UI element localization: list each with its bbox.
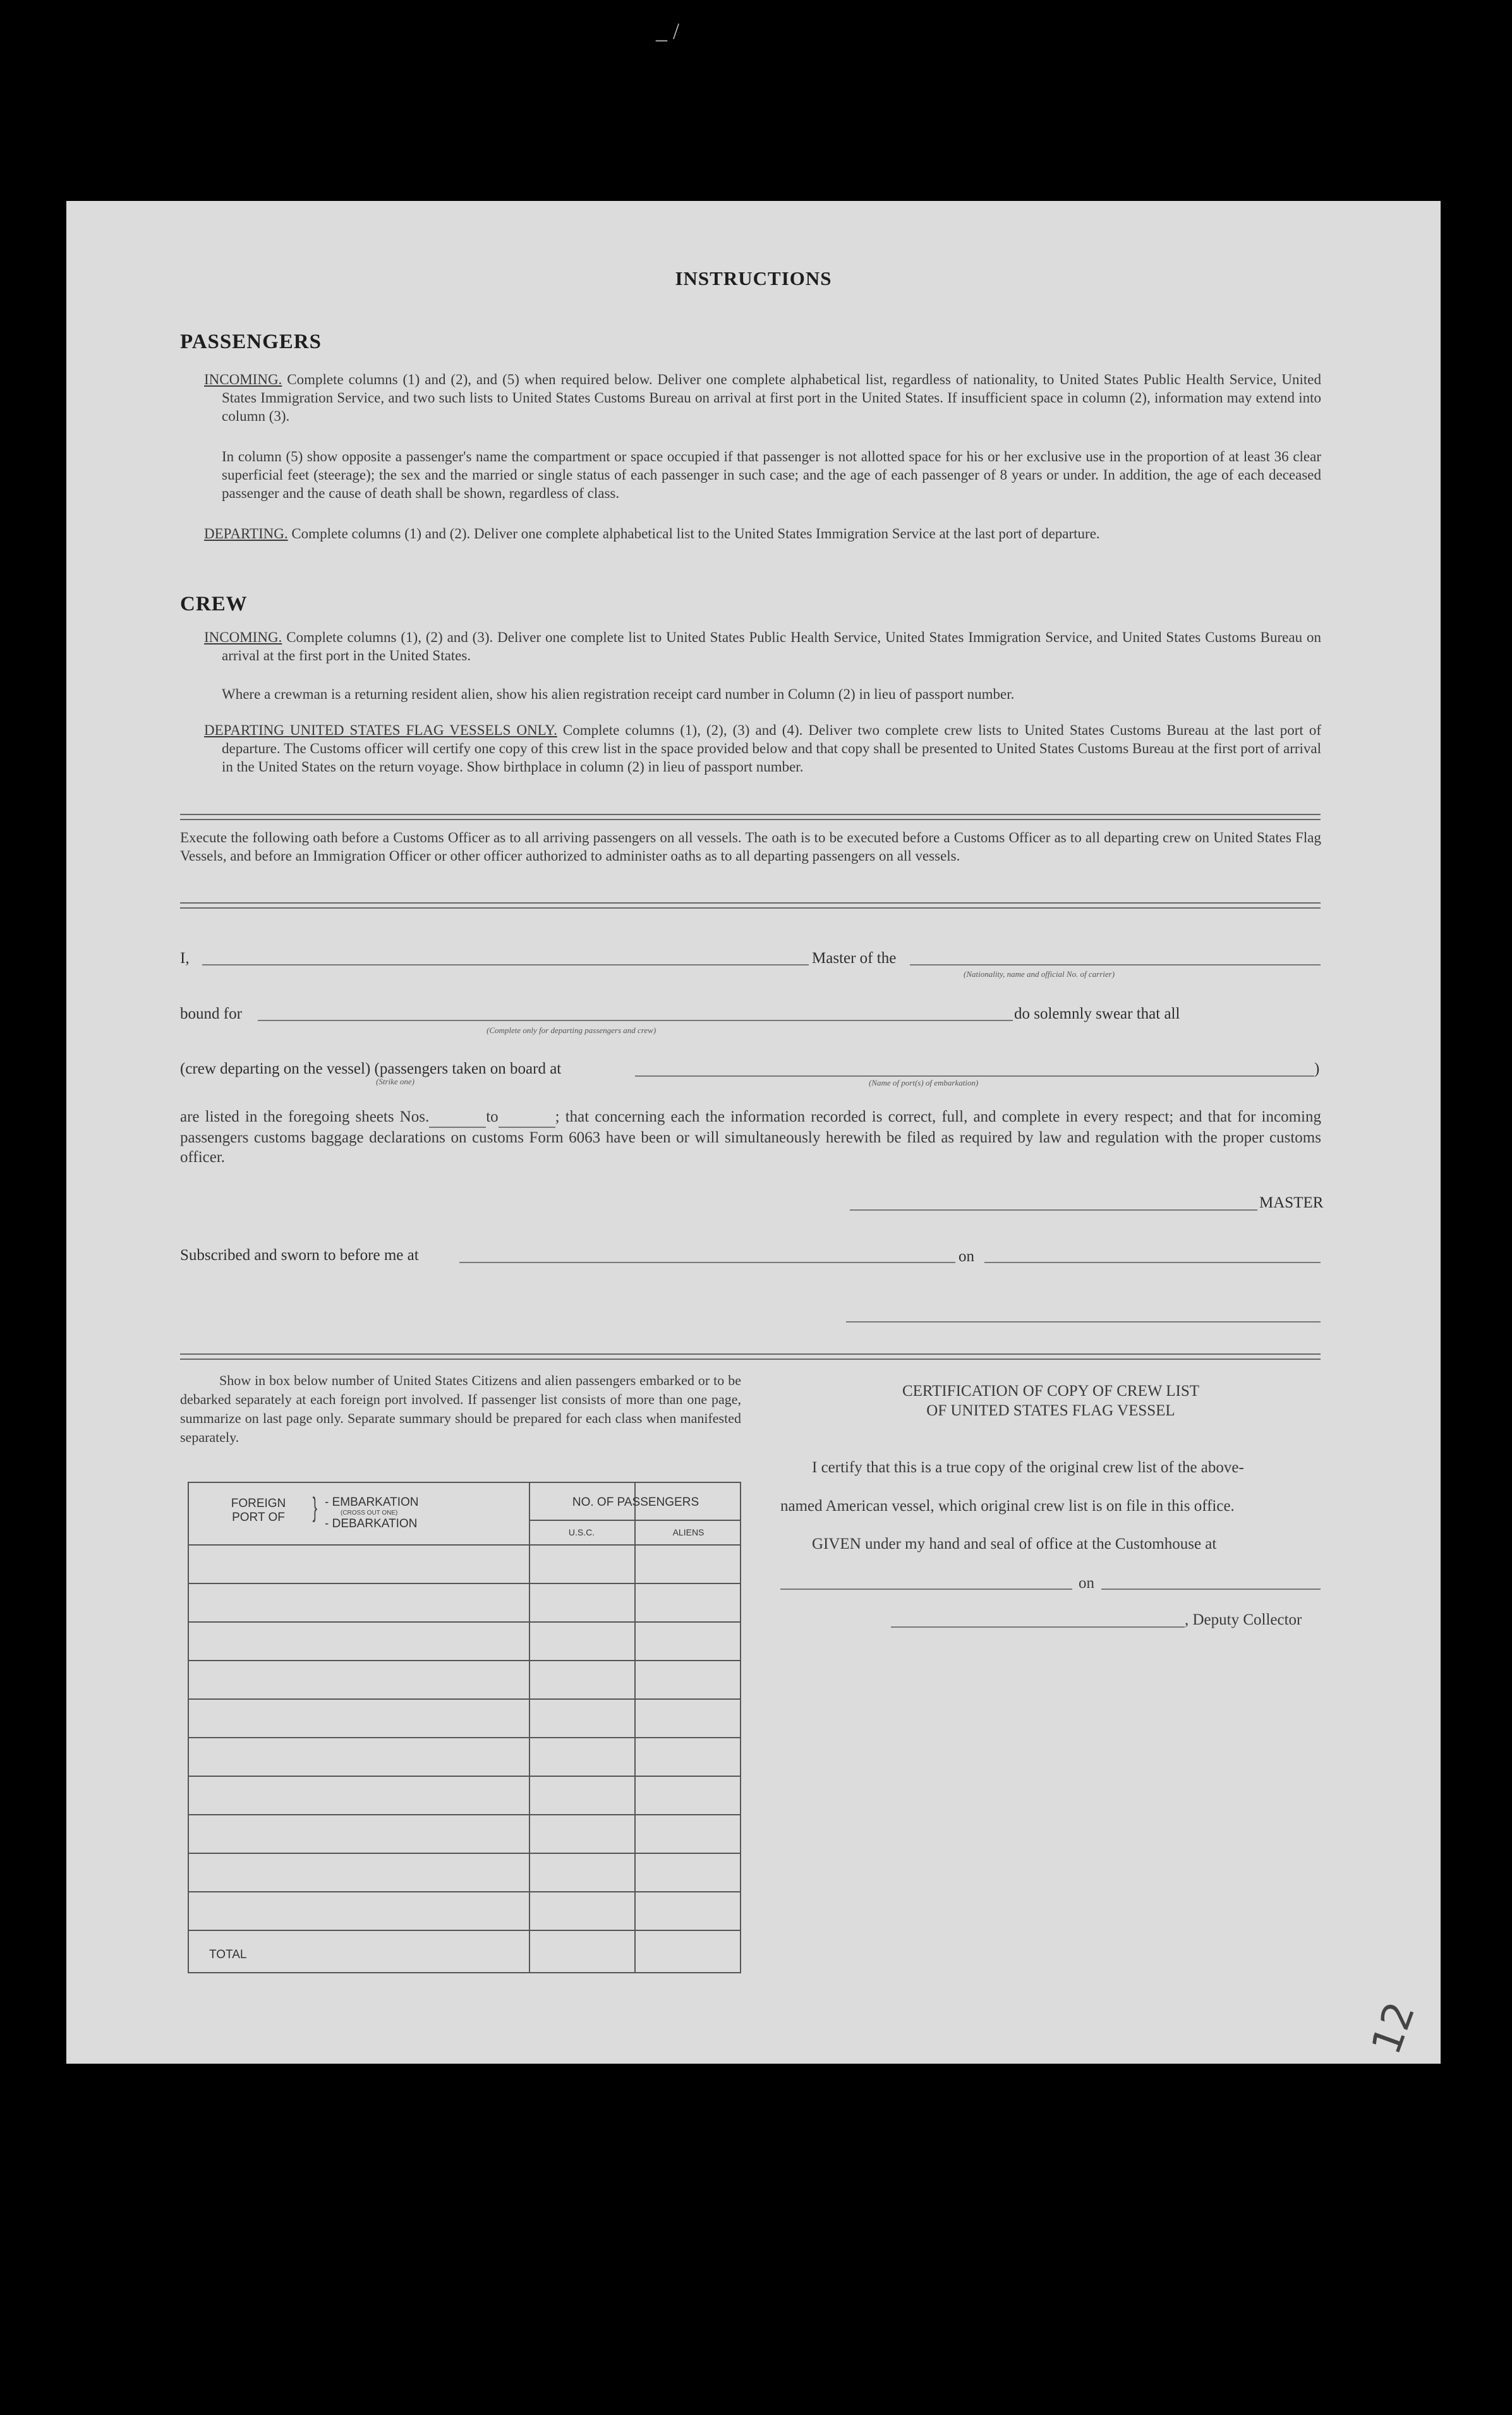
certification-line3: GIVEN under my hand and seal of office at the Customhouse at (812, 1535, 1217, 1552)
table-row (189, 1660, 740, 1661)
sheet-from-field[interactable] (429, 1107, 486, 1128)
listed-a: are listed in the foregoing sheets Nos. (180, 1108, 430, 1125)
page-number-mark: 12 (1363, 1996, 1425, 2061)
aliens-header: ALIENS (672, 1527, 705, 1537)
officer-signature-field[interactable] (846, 1321, 1321, 1322)
master-signature-field[interactable] (850, 1209, 1257, 1211)
oath-master-of: Master of the (812, 950, 897, 967)
subscribed-on: on (959, 1248, 974, 1265)
listed-to: to (486, 1108, 499, 1125)
customhouse-field[interactable] (780, 1589, 1072, 1590)
table-row (189, 1621, 740, 1623)
table-row (189, 1930, 740, 1931)
complete-note: (Complete only for departing passengers and crew) (487, 1026, 656, 1035)
brace-icon: } (312, 1492, 318, 1523)
crew-incoming-label: INCOMING. (204, 629, 282, 645)
foreign-port-header: FOREIGN PORT OF (231, 1497, 286, 1524)
usc-header: U.S.C. (568, 1527, 595, 1537)
carrier-note: (Nationality, name and official No. of carrier) (964, 969, 1115, 979)
cross-out-note: (CROSS OUT ONE) (341, 1510, 398, 1516)
crew-incoming-text: Complete columns (1), (2) and (3). Deliver one complete list to United States Public Health Service, United States Immigration Service, and United States Customs Bureau on arrival at the first port in the United States. (222, 629, 1321, 663)
certification-title (780, 1381, 1321, 1420)
passengers-departing-text: Complete columns (1) and (2). Deliver one complete alphabetical list to the United States Immigration Service at the last port of departure. (291, 526, 1100, 542)
subscribed-label: Subscribed and sworn to before me at (180, 1247, 419, 1264)
table-row (189, 1544, 740, 1546)
table-row (189, 1891, 740, 1892)
crew-departing (204, 721, 1321, 776)
carrier-field[interactable] (910, 964, 1321, 965)
passengers-departing-label: DEPARTING. (204, 526, 288, 542)
crew-incoming (204, 628, 1321, 665)
table-col-divider (529, 1483, 530, 1972)
divider (180, 814, 1321, 820)
passengers-incoming (204, 370, 1321, 425)
oath-listed (180, 1107, 1321, 1167)
certification-line2: named American vessel, which original crew list is on file in this office. (780, 1498, 1235, 1515)
divider (180, 1353, 1321, 1360)
oath-instruction: Execute the following oath before a Customs Officer as to all arriving passengers on all vessels. The oath is to be executed before a Customs Officer as to all departing crew on United States Flag Vessels, and before an Immigration Officer or other officer authorized to administer oaths as to all departing passengers on all vessels. (180, 830, 1321, 864)
certification-title-line2: OF UNITED STATES FLAG VESSEL (926, 1402, 1175, 1419)
divider (180, 902, 1321, 909)
crew-heading: CREW (180, 593, 248, 615)
passengers-heading: PASSENGERS (180, 330, 322, 353)
table-subheader-line (529, 1520, 740, 1521)
summary-instruction: Show in box below number of United States Citizens and alien passengers embarked or to be debarked separately at each foreign port involved. If passenger list consists of more than one page, summarize on last page only. Separate summary should be prepared for each class when manifested separately. (180, 1372, 741, 1445)
deputy-collector-label: , Deputy Collector (1185, 1611, 1302, 1628)
table-row (189, 1814, 740, 1815)
passengers-departing (204, 524, 1321, 543)
oath-close-paren: ) (1314, 1060, 1320, 1077)
table-col-divider (634, 1483, 636, 1972)
certification-line1: I certify that this is a true copy of the original crew list of the above- (812, 1459, 1244, 1476)
sheet-to-field[interactable] (499, 1107, 555, 1128)
total-label: TOTAL (209, 1948, 247, 1961)
ports-note: (Name of port(s) of embarkation) (869, 1078, 979, 1087)
certification-on: on (1079, 1575, 1094, 1592)
table-row (189, 1776, 740, 1777)
passengers-column5: In column (5) show opposite a passenger's name the compartment or space occupied if that passenger is not allotted space for his or her exclusive use in the proportion of at least 36 clear superficial feet (steerage); the sex and the married or single status of each passenger in such case; and the age of each passenger of 8 years or under. In addition, the age of each deceased passenger and the cause of death shall be shown, regardless of class. (222, 449, 1321, 501)
oath-swear: do solemnly swear that all (1014, 1005, 1180, 1022)
certification-date-field[interactable] (1101, 1589, 1321, 1590)
table-row (189, 1583, 740, 1584)
certification-title-line1: CERTIFICATION OF COPY OF CREW LIST (902, 1383, 1200, 1400)
table-row (189, 1698, 740, 1700)
page-title: INSTRUCTIONS (675, 267, 832, 289)
oath-bound-for: bound for (180, 1005, 242, 1022)
table-row (189, 1737, 740, 1738)
table-row (189, 1853, 740, 1854)
sworn-date-field[interactable] (984, 1262, 1321, 1263)
passengers-incoming-label: INCOMING. (204, 372, 282, 387)
bound-for-field[interactable] (258, 1020, 1013, 1021)
strike-note: (Strike one) (376, 1077, 415, 1086)
listed-b: ; that concerning each the information recorded is correct, full, and complete in every respect; and that for incoming passengers customs baggage declarations on customs Form 6063 have been or will simultaneously herewith be filed as required by law and regulation with the proper customs officer. (180, 1108, 1321, 1166)
sworn-place-field[interactable] (459, 1262, 955, 1263)
oath-i-label: I, (180, 950, 190, 967)
master-signature-label: MASTER (1259, 1194, 1324, 1211)
oath-crew-choice: (crew departing on the vessel) (passengers taken on board at (180, 1060, 562, 1077)
crew-departing-text: Complete columns (1), (2), (3) and (4). Deliver two complete crew lists to United States Customs Bureau at the last port of departure. The Customs officer will certify one copy of this crew list in the space provided below and that copy shall be presented to United States Customs Bureau at the first port of arrival in the United States on the return voyage. Show birthplace in column (2) in lieu of passport number. (222, 722, 1321, 775)
deputy-signature-field[interactable] (891, 1626, 1185, 1628)
debarkation-header: - DEBARKATION (325, 1517, 418, 1530)
embarkation-ports-field[interactable] (635, 1075, 1314, 1077)
no-passengers-header: NO. OF PASSENGERS (572, 1496, 699, 1509)
crew-departing-label: DEPARTING UNITED STATES FLAG VESSELS ONLY. (204, 722, 557, 738)
crew-resident: Where a crewman is a returning resident alien, show his alien registration receipt card number in Column (2) in lieu of passport number. (222, 686, 1015, 702)
header-marks: _ / (656, 18, 680, 44)
master-name-field[interactable] (202, 964, 809, 965)
passengers-incoming-text: Complete columns (1) and (2), and (5) when required below. Deliver one complete alphabetical list, regardless of nationality, to United States Public Health Service, United States Immigration Service, and two such lists to United States Customs Bureau on arrival at first port in the United States. If insufficient space in column (2), information may extend into column (3). (222, 372, 1322, 424)
form-page (66, 201, 1441, 2064)
passenger-summary-table (188, 1482, 741, 1973)
embarkation-header: - EMBARKATION (325, 1496, 419, 1509)
